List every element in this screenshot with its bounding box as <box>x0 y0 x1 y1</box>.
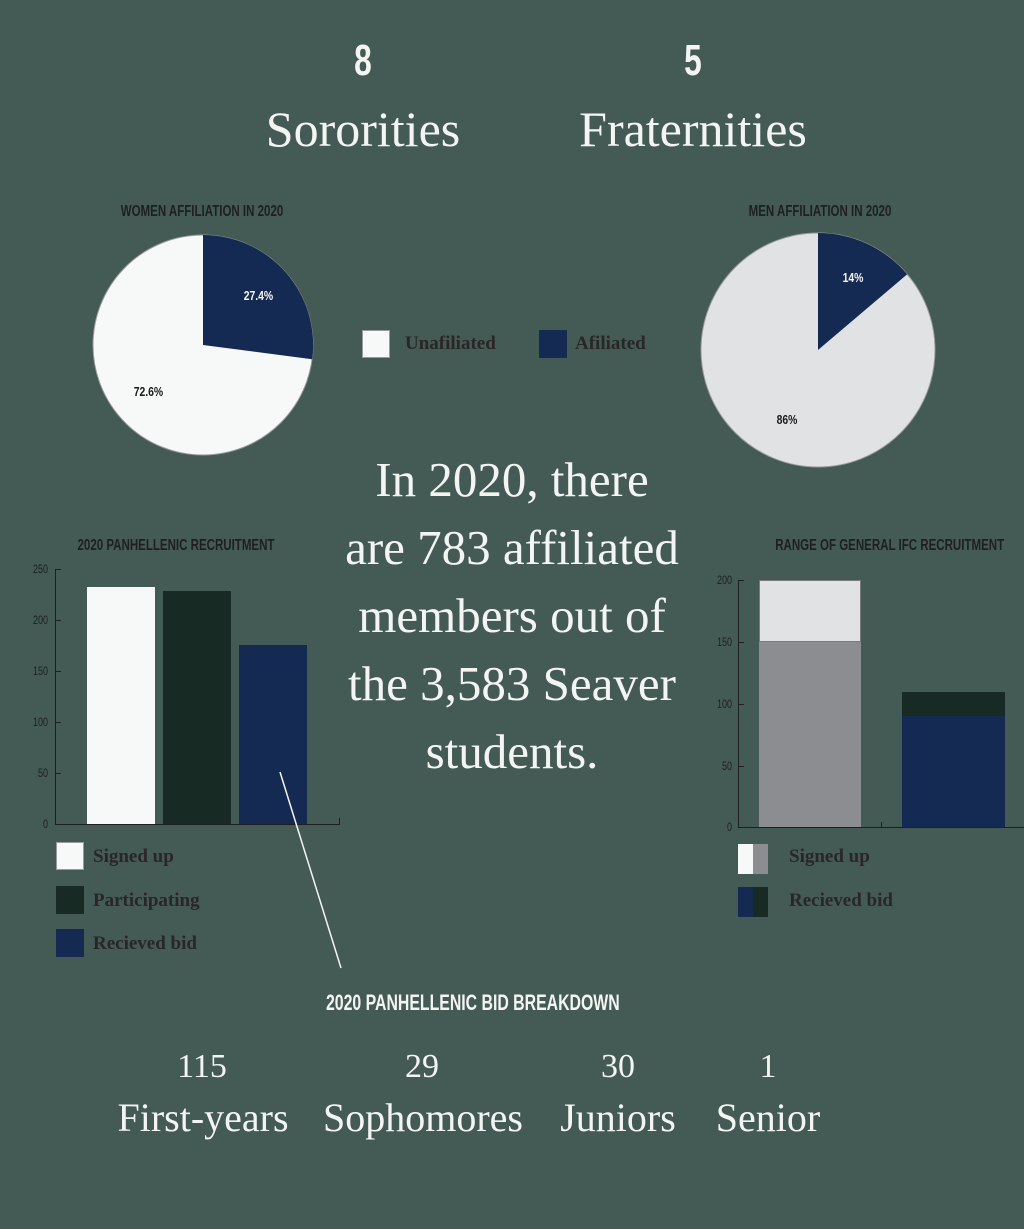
senior-label: Senior <box>715 1095 821 1140</box>
panhellenic-chart-title: 2020 PANHELLENIC RECRUITMENT <box>77 537 275 554</box>
first-years-count: 115 <box>177 1048 227 1085</box>
senior-count: 1 <box>759 1048 777 1085</box>
y-tick: 250 <box>32 562 48 576</box>
men-unaffiliated-pct: 86% <box>776 412 798 427</box>
sororities-count: 8 <box>354 36 372 85</box>
women-affiliated-pct: 27.4% <box>243 288 274 303</box>
statement-line: students. <box>425 724 599 779</box>
bid-breakdown-title: 2020 PANHELLENIC BID BREAKDOWN <box>326 990 620 1015</box>
affiliated-legend-label: Afiliated <box>575 333 646 354</box>
statement-line: the 3,583 Seaver <box>348 656 676 711</box>
bar-signed-up <box>87 587 155 824</box>
y-tick: 150 <box>32 664 48 678</box>
affiliated-swatch <box>539 330 567 358</box>
received-bid-legend-label: Recieved bid <box>93 933 197 954</box>
x-axis-mid-tick <box>881 822 882 828</box>
men-affiliated-pct: 14% <box>842 270 864 285</box>
signed-up-swatch <box>56 842 84 870</box>
women-affiliation-pie <box>92 234 316 458</box>
bar-participating <box>163 591 231 824</box>
unaffiliated-swatch <box>362 330 390 358</box>
y-tick: 0 <box>726 820 732 834</box>
fraternities-count: 5 <box>684 36 702 85</box>
y-tick: 200 <box>716 573 732 587</box>
bar-received-bid-range <box>902 692 1005 717</box>
y-tick: 100 <box>32 715 48 729</box>
y-tick: 200 <box>32 613 48 627</box>
y-axis <box>55 569 56 825</box>
ifc-received-bid-swatch <box>738 887 768 917</box>
signed-up-legend-label: Signed up <box>93 846 174 867</box>
y-tick: 50 <box>37 766 48 780</box>
bar-signed-up-low <box>759 642 861 827</box>
ifc-chart-title: RANGE OF GENERAL IFC RECRUITMENT <box>775 537 1005 554</box>
ifc-received-bid-legend-label: Recieved bid <box>789 890 893 911</box>
affiliation-statement <box>302 446 722 786</box>
y-tick: 150 <box>716 635 732 649</box>
participating-swatch <box>56 886 84 914</box>
sophomores-label: Sophomores <box>323 1095 523 1140</box>
statement-line: are 783 affiliated <box>345 520 679 575</box>
statement-line: members out of <box>358 588 666 643</box>
sophomores-count: 29 <box>405 1048 439 1085</box>
statement-line: In 2020, there <box>375 452 649 507</box>
juniors-count: 30 <box>601 1048 635 1085</box>
y-tick: 50 <box>721 759 732 773</box>
received-bid-swatch <box>56 929 84 957</box>
bar-signed-up-range <box>759 580 861 642</box>
pointer-line <box>270 760 350 970</box>
women-pie-title: WOMEN AFFILIATION IN 2020 <box>120 203 284 220</box>
bar-received-bid-low <box>902 716 1005 827</box>
men-pie-title: MEN AFFILIATION IN 2020 <box>748 203 892 220</box>
ifc-signed-up-swatch <box>738 844 768 874</box>
sororities-label: Sororities <box>265 101 461 157</box>
first-years-label: First-years <box>117 1095 289 1140</box>
men-affiliation-pie <box>700 232 938 470</box>
fraternities-label: Fraternities <box>579 101 807 157</box>
unaffiliated-legend-label: Unafiliated <box>405 333 496 354</box>
ifc-signed-up-legend-label: Signed up <box>789 846 870 867</box>
juniors-label: Juniors <box>560 1095 676 1140</box>
participating-legend-label: Participating <box>93 890 200 911</box>
women-unaffiliated-pct: 72.6% <box>133 384 164 399</box>
y-tick: 0 <box>42 817 48 831</box>
y-tick: 100 <box>716 697 732 711</box>
